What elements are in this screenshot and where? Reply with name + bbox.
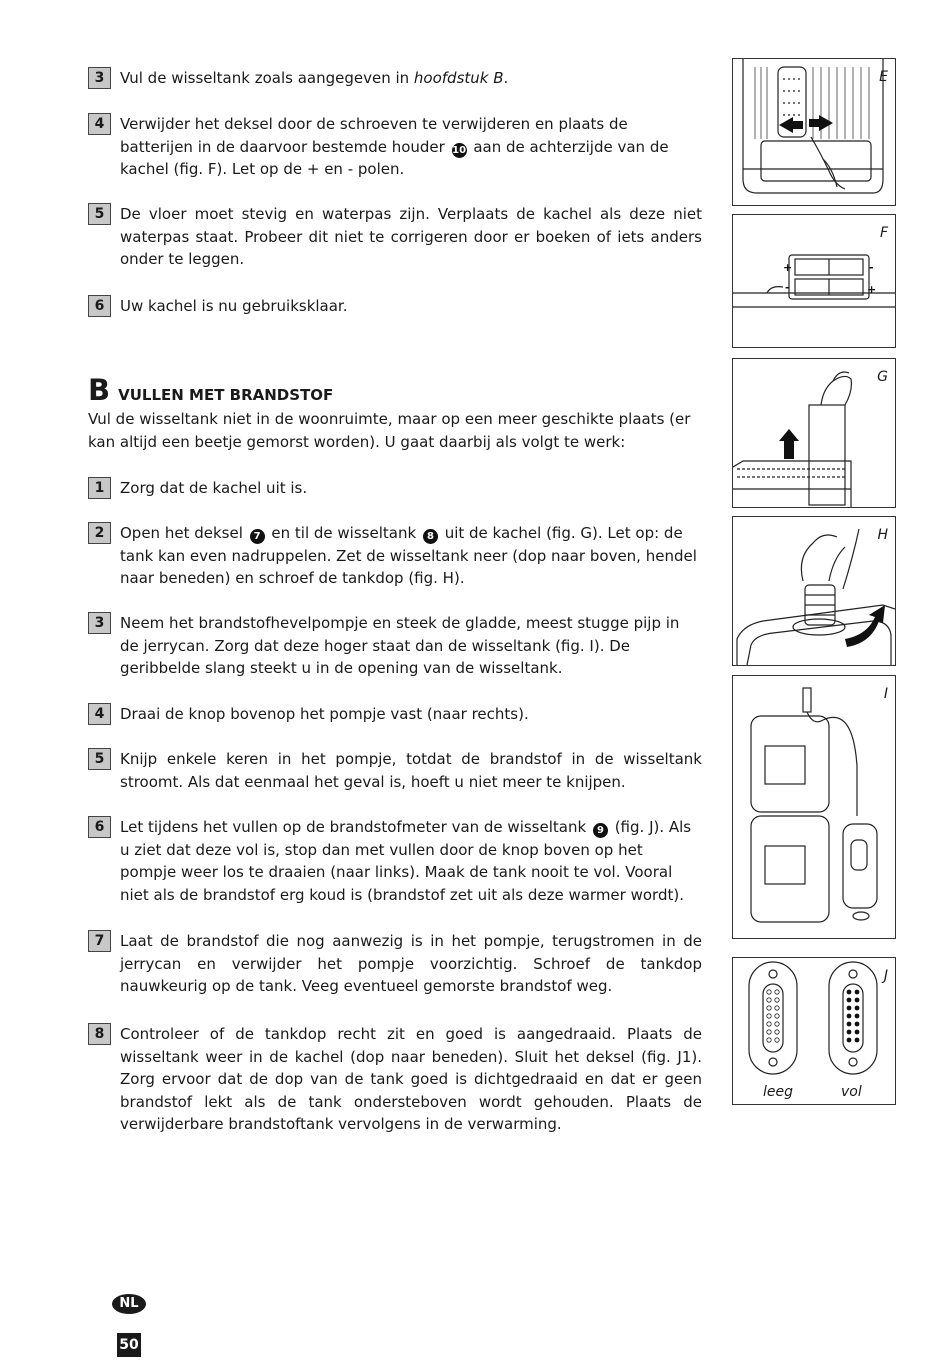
figure-label: I: [883, 686, 888, 702]
step-b3: [88, 612, 702, 680]
step-number: 3: [88, 612, 111, 634]
figure-label: H: [877, 527, 888, 543]
figure-label: F: [879, 225, 888, 241]
language-badge: NL: [112, 1294, 146, 1314]
step-number: 7: [88, 930, 111, 952]
figure-label: J: [883, 968, 888, 984]
step-b4: [88, 703, 702, 726]
step-text: Vul de wisseltank zoals aangegeven in: [120, 69, 414, 87]
step-b6: 6 Let tijdens het vullen op de brandstofmeter van de wisseltank 9 (fig. J). Als u ziet dat deze vol is, stop dan met vullen door de knop boven op het pompje weer los te draaien (naar links). Maak de tank nooit te vol. Vooral niet als de brandstof erg koud is (brandstof zet uit als deze warmer wordt).: [88, 816, 702, 906]
figure-f: [732, 214, 896, 348]
step-b7: [88, 930, 702, 998]
step-b5: [88, 748, 702, 793]
section-heading: [88, 373, 333, 407]
svg-text:-: -: [785, 281, 790, 294]
step-a4: 4 Verwijder het deksel door de schroeven te verwijderen en plaats de batterijen in de daarvoor bestemde houder 10 aan de achterzijde van de kachel (fig. F). Let op de + en - polen.: [88, 113, 702, 181]
step-number: 8: [88, 1023, 111, 1045]
step-text: Draai de knop bovenop het pompje vast (naar rechts).: [120, 705, 529, 723]
step-number: 1: [88, 477, 111, 499]
step-a3: 3 Vul de wisseltank zoals aangegeven in hoofdstuk B.: [88, 67, 702, 90]
lift-tank-illustration: [733, 359, 895, 507]
heater-battery-illustration: [733, 59, 895, 205]
step-number: 6: [88, 295, 111, 317]
step-text: Laat de brandstof die nog aanwezig is in het pompje, terugstromen in de jerrycan en verwijder het pompje voorzichtig. Schroef de tankdop nauwkeurig op de tank. Veeg eventueel gemorste brandstof weg.: [120, 932, 702, 995]
figure-j: [732, 957, 896, 1105]
step-text: Neem het brandstofhevelpompje en steek de gladde, meest stugge pijp in de jerrycan. Zorg dat deze hoger staat dan de wisseltank (fig. I). De geribbelde slang steekt u in de opening van de wisseltank.: [120, 614, 680, 677]
step-a6: [88, 295, 702, 318]
step-number: 6: [88, 816, 111, 838]
part-ref-badge: 9: [593, 823, 608, 838]
fuel-gauge-illustration: [733, 958, 895, 1104]
figure-e: [732, 58, 896, 206]
gauge-empty-label: leeg: [763, 1084, 794, 1100]
step-number: 3: [88, 67, 111, 89]
part-ref-badge: 7: [250, 529, 265, 544]
section-letter: B: [88, 373, 111, 407]
step-text: Controleer of de tankdop recht zit en goed is aangedraaid. Plaats de wisseltank weer in de kachel (dop naar beneden). Sluit het deksel (fig. J1). Zorg ervoor dat de dop van de tank goed is dichtgedraaid en dat er geen brandstof lekt als de tank ondersteboven wordt gehouden. Plaats de verwijderbare brandstoftank vervolgens in de verwarming.: [120, 1025, 702, 1133]
step-text: Uw kachel is nu gebruiksklaar.: [120, 297, 348, 315]
step-b2: 2 Open het deksel 7 en til de wisseltank 8 uit de kachel (fig. G). Let op: de tank kan even nadruppelen. Zet de wisseltank neer (dop naar boven, hendel naar beneden) en schroef de tankdop (fig. H).: [88, 522, 702, 590]
figure-i: [732, 675, 896, 939]
step-number: 2: [88, 522, 111, 544]
part-ref-badge: 8: [423, 529, 438, 544]
svg-text:-: -: [869, 261, 874, 274]
screw-cap-illustration: [733, 517, 895, 665]
step-number: 4: [88, 113, 111, 135]
svg-text:+: +: [867, 283, 877, 296]
step-a5: [88, 203, 702, 271]
chapter-reference: hoofdstuk B: [413, 69, 504, 87]
gauge-full-label: vol: [841, 1084, 862, 1100]
part-ref-badge: 10: [452, 144, 467, 156]
page-number: 50: [117, 1333, 141, 1357]
step-b8: [88, 1023, 702, 1136]
step-text: Knijp enkele keren in het pompje, totdat de brandstof in de wisseltank stroomt. Als dat eenmaal het geval is, hoeft u niet meer te knijpen.: [120, 750, 702, 791]
section-intro: Vul de wisseltank niet in de woonruimte, maar op een meer geschikte plaats (er kan altijd een beetje gemorst worden). U gaat daarbij als volgt te werk:: [88, 410, 691, 451]
section-title: VULLEN MET BRANDSTOF: [118, 386, 334, 404]
step-number: 5: [88, 203, 111, 225]
step-b1: [88, 477, 702, 500]
figure-h: [732, 516, 896, 666]
figure-g: [732, 358, 896, 508]
step-number: 5: [88, 748, 111, 770]
figure-label: G: [877, 369, 888, 385]
siphon-pump-illustration: [733, 676, 895, 938]
svg-text:+: +: [783, 261, 793, 274]
battery-holder-illustration: [733, 215, 895, 347]
figure-label: E: [879, 69, 888, 85]
step-text: Zorg dat de kachel uit is.: [120, 479, 308, 497]
step-text: De vloer moet stevig en waterpas zijn. Verplaats de kachel als deze niet waterpas staat. Probeer dit niet te corrigeren door er boeken of iets anders onder te leggen.: [120, 205, 702, 268]
step-number: 4: [88, 703, 111, 725]
